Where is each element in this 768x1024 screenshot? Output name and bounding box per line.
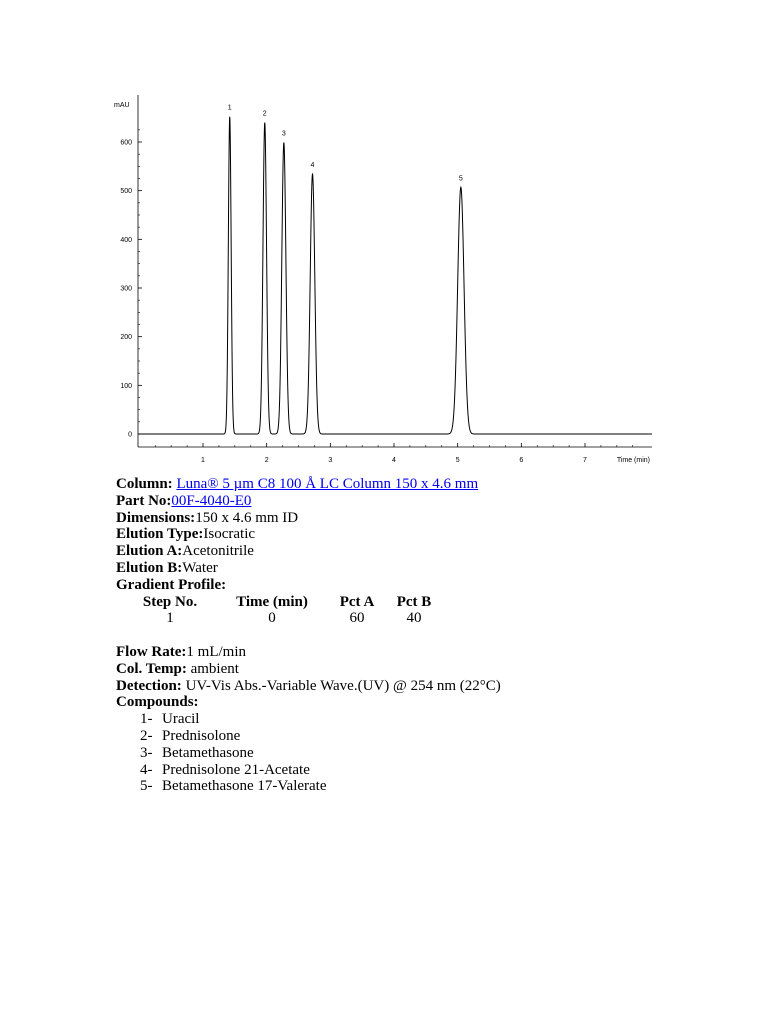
y-tick-label: 0: [128, 431, 132, 439]
gradient-header-step: Step No.: [142, 593, 198, 610]
peak-label-3: 3: [281, 130, 286, 138]
compound-number: 1-: [140, 711, 153, 728]
gradient-cell-time: 0: [268, 610, 276, 627]
partno-link[interactable]: 00F-4040-E0: [171, 492, 252, 509]
x-tick-label: 6: [519, 457, 524, 464]
compound-number: 5-: [140, 778, 153, 795]
dimensions-row: [116, 510, 736, 527]
gradient-header-pctb: Pct B: [396, 593, 432, 610]
x-axis-label: Time (min): [616, 457, 650, 464]
chromatogram-line: [138, 117, 652, 434]
x-tick-label: 4: [392, 457, 396, 464]
partno-label: Part No:: [116, 492, 172, 509]
dimensions-value: 150 x 4.6 mm ID: [195, 509, 299, 526]
compound-item: [116, 762, 736, 779]
column-label: Column:: [116, 476, 173, 492]
elution-b-row: [116, 560, 736, 577]
x-tick-label: 5: [455, 457, 460, 464]
y-tick-label: 300: [120, 285, 132, 293]
elution-a-row: [116, 543, 736, 560]
elution-a-value: Acetonitrile: [182, 543, 254, 560]
y-tick-label: 500: [120, 188, 132, 196]
elution-b-value: Water: [182, 559, 218, 576]
gradient-header-time: Time (min): [236, 593, 308, 610]
compounds-row: [116, 694, 736, 711]
gradient-cell-pctb: 40: [406, 610, 422, 627]
peak-label-1: 1: [227, 104, 232, 112]
compound-item: [116, 728, 736, 745]
column-row: [116, 476, 736, 493]
y-tick-label: 100: [120, 382, 132, 390]
flow-row: [116, 644, 736, 661]
elution-b-label: Elution B:: [116, 559, 183, 576]
peak-label-4: 4: [310, 162, 315, 170]
compound-number: 3-: [140, 744, 153, 761]
dimensions-label: Dimensions:: [116, 509, 196, 526]
x-tick-label: 7: [583, 457, 587, 464]
gradient-table-header: [116, 594, 736, 611]
peak-label-2: 2: [262, 110, 267, 118]
peak-label-5: 5: [458, 175, 463, 183]
chromatogram-chart: [0, 0, 768, 470]
compound-name: Betamethasone 17-Valerate: [162, 778, 327, 795]
y-tick-label: 400: [120, 236, 132, 244]
gradient-table-row: [116, 610, 736, 627]
gradient-cell-pcta: 60: [349, 610, 365, 627]
section-gap: [116, 627, 736, 644]
compound-item: [116, 711, 736, 728]
x-tick-label: 2: [264, 457, 269, 464]
partno-row: [116, 493, 736, 510]
compounds-label: Compounds:: [116, 694, 199, 711]
temp-label: Col. Temp:: [116, 660, 187, 677]
y-axis-label: mAU: [114, 102, 130, 109]
column-link[interactable]: Luna® 5 µm C8 100 Å LC Column 150 x 4.6 mm: [176, 476, 479, 492]
elution-type-row: [116, 526, 736, 543]
compound-item: [116, 745, 736, 762]
elution-type-label: Elution Type:: [116, 526, 204, 543]
elution-a-label: Elution A:: [116, 543, 183, 560]
y-tick-label: 200: [120, 334, 132, 342]
compound-item: [116, 778, 736, 795]
method-info: [116, 476, 736, 795]
flow-value: 1 mL/min: [186, 643, 246, 660]
flow-label: Flow Rate:: [116, 643, 187, 660]
compound-name: Prednisolone: [162, 727, 241, 744]
x-tick-label: 1: [201, 457, 205, 464]
chromatogram-trace: [138, 117, 652, 434]
x-tick-label: 3: [328, 457, 333, 464]
peak-labels: [228, 105, 463, 183]
compound-name: Uracil: [162, 711, 200, 728]
elution-type-value: Isocratic: [203, 526, 256, 543]
y-tick-label: 600: [120, 139, 132, 147]
compound-name: Prednisolone 21-Acetate: [162, 761, 310, 778]
gradient-row: [116, 577, 736, 594]
temp-row: [116, 661, 736, 678]
temp-value: ambient: [186, 660, 239, 677]
gradient-header-pcta: Pct A: [339, 593, 375, 610]
compound-number: 4-: [140, 761, 153, 778]
compound-number: 2-: [140, 727, 153, 744]
detection-label: Detection:: [116, 677, 182, 694]
compound-name: Betamethasone: [162, 744, 254, 761]
chart-axes: [114, 95, 652, 464]
gradient-cell-step: 1: [166, 610, 174, 627]
detection-row: [116, 678, 736, 695]
detection-value: UV-Vis Abs.-Variable Wave.(UV) @ 254 nm (22°C): [181, 677, 501, 694]
gradient-label: Gradient Profile:: [116, 576, 227, 593]
